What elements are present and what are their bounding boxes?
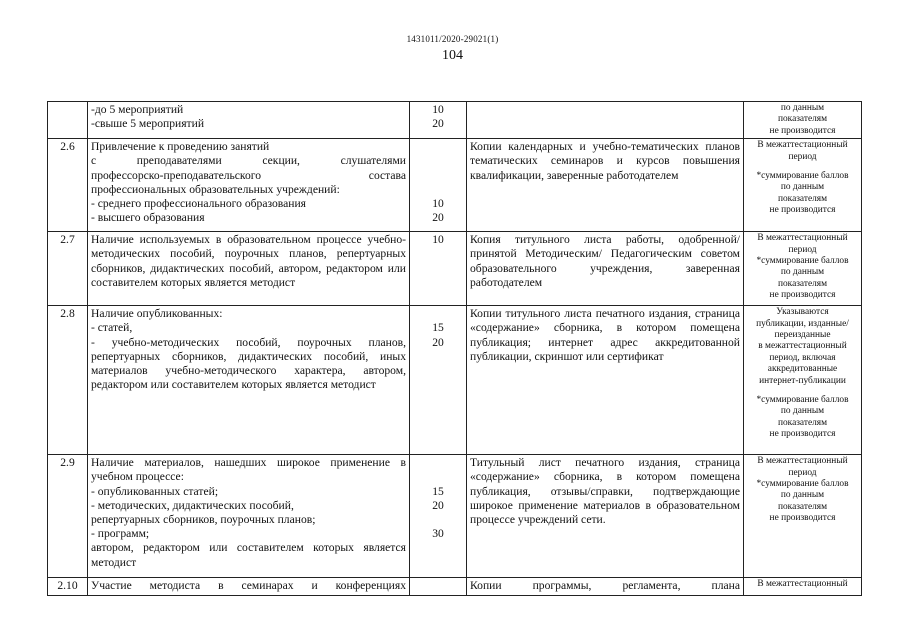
description-line: -до 5 мероприятий [91, 103, 184, 116]
note-line: в межаттестационный [758, 341, 847, 352]
description-line: - статей, [91, 321, 133, 335]
table-row [48, 232, 862, 306]
points-value: 20 [432, 117, 444, 131]
note-line: *суммирование баллов [756, 479, 849, 490]
description-line: - программ; [91, 527, 150, 541]
criteria-table [47, 101, 862, 596]
points-cell [410, 102, 467, 139]
table-row [48, 139, 862, 232]
description-line: -свыше 5 мероприятий [91, 117, 205, 131]
points-value: 10 [432, 233, 444, 247]
note-line: период [788, 467, 817, 478]
note-line: не производится [769, 513, 836, 524]
row-number: 2.6 [48, 139, 88, 232]
points-cell [410, 306, 467, 455]
description-line: репертуарных сборников, поурочных планов; [91, 513, 316, 527]
description-line: Участие методиста в семинарах и конференциях [91, 579, 406, 593]
row-number: 2.10 [48, 578, 88, 596]
note-line: период, включая [769, 352, 836, 363]
note-line: показателям [777, 278, 828, 289]
points-value: 20 [432, 211, 444, 225]
note-line: не производится [769, 429, 836, 440]
note-cell [744, 102, 862, 139]
note-line: В межаттестационный [757, 233, 848, 244]
note-cell [744, 578, 862, 596]
points-value: 10 [432, 196, 444, 210]
note-line: не производится [769, 205, 836, 216]
note-line: по данным [780, 490, 825, 501]
note-line: по данным [780, 182, 825, 193]
points-value: 10 [432, 103, 444, 116]
description-line: - среднего профессионального образования [91, 197, 306, 211]
note-line: *суммирование баллов [756, 395, 849, 406]
criterion-description [88, 139, 410, 232]
table-row [48, 578, 862, 596]
note-cell [744, 306, 862, 455]
criterion-description: Наличие используемых в образовательном процессе учебно-методических пособий, поурочных планов, репертуарных сборников, дидактических пособий, автором, редактором или составителем которых является методист [88, 232, 410, 306]
documents-cell: Копии календарных и учебно-тематических планов тематических семинаров и курсов повышения квалификации, заверенные работодателем [467, 139, 744, 232]
note-line: В межаттестационный [757, 456, 848, 467]
note-line: *суммирование баллов [756, 171, 849, 182]
description-line: профессиональных образовательных учреждений: [91, 182, 340, 196]
note-line: по данным [780, 103, 825, 113]
note-line: по данным [780, 406, 825, 417]
description-line: Наличие опубликованных: [91, 307, 223, 321]
description-line: Привлечение к проведению занятий [91, 140, 270, 154]
documents-cell [467, 102, 744, 139]
note-line: интернет-публикации [759, 375, 846, 386]
note-cell [744, 232, 862, 306]
description-line: профессорско-преподавательского состава [91, 168, 406, 182]
note-line: аккредитованные [767, 364, 838, 375]
points-cell [410, 578, 467, 596]
note-line: показателям [777, 417, 828, 428]
note-line: не производится [769, 290, 836, 301]
description-line: - опубликованных статей; [91, 484, 219, 498]
description-line: автором, редактором или составителем которых является методист [91, 541, 406, 569]
row-number: 2.9 [48, 455, 88, 578]
description-line: с преподавателями секции, слушателями [91, 154, 406, 168]
points-cell [410, 455, 467, 578]
page-number: 104 [442, 48, 463, 63]
table-row [48, 102, 862, 139]
description-line: - методических, дидактических пособий, [91, 498, 294, 512]
note-line: показателям [777, 193, 828, 204]
note-cell [744, 455, 862, 578]
table-row [48, 455, 862, 578]
description-line: Наличие материалов, нашедших широкое применение в учебном процессе: [91, 456, 406, 484]
points-value: 15 [432, 321, 444, 335]
document-number: 1431011/2020-29021(1) [406, 34, 499, 44]
points-cell [410, 232, 467, 306]
note-line: переизданные [774, 330, 831, 341]
points-cell [410, 139, 467, 232]
documents-cell: Копия титульного листа работы, одобренной/принятой Методическим/ Педагогическим советом образовательного учреждения, заверенная работодателем [467, 232, 744, 306]
criterion-description [88, 578, 410, 596]
points-value: 20 [432, 498, 444, 512]
documents-cell: Копии титульного листа печатного издания, страница «содержание» сборника, в котором помещена публикация; интернет адрес аккредитованной публикации, скриншот или сертификат [467, 306, 744, 455]
row-number: 2.8 [48, 306, 88, 455]
note-line: показателям [777, 114, 828, 125]
note-line: период [788, 151, 817, 162]
note-line: не производится [769, 125, 836, 136]
points-value: 20 [432, 335, 444, 349]
documents-line: Копии программы, регламента, плана [470, 579, 740, 593]
note-line: период [788, 244, 817, 255]
note-line: В межаттестационный [757, 140, 848, 151]
table-row [48, 306, 862, 455]
note-line: публикации, изданные/ [756, 318, 849, 329]
note-line: *суммирование баллов [756, 256, 849, 267]
documents-cell [467, 578, 744, 596]
note-line: Указываются [776, 307, 829, 318]
points-value: 30 [432, 527, 444, 541]
row-number [48, 102, 88, 139]
criterion-description [88, 306, 410, 455]
points-value: 15 [432, 484, 444, 498]
note-line: по данным [780, 267, 825, 278]
note-line: В межаттестационный [757, 579, 848, 590]
note-cell [744, 139, 862, 232]
criterion-description [88, 102, 410, 139]
documents-cell: Титульный лист печатного издания, страница «содержание» сборника, в котором помещена публикация, отзывы/справки, подтверждающие широкое применение материалов в образовательном процессе учреждений сети. [467, 455, 744, 578]
criterion-description [88, 455, 410, 578]
row-number: 2.7 [48, 232, 88, 306]
description-line: - учебно-методических пособий, поурочных планов, репертуарных сборников, дидактических пособий, иных материалов учебно-методического характера, автором, редактором или составителем которых является методист [91, 335, 406, 392]
description-line: - высшего образования [91, 211, 205, 225]
note-line: показателям [777, 501, 828, 512]
